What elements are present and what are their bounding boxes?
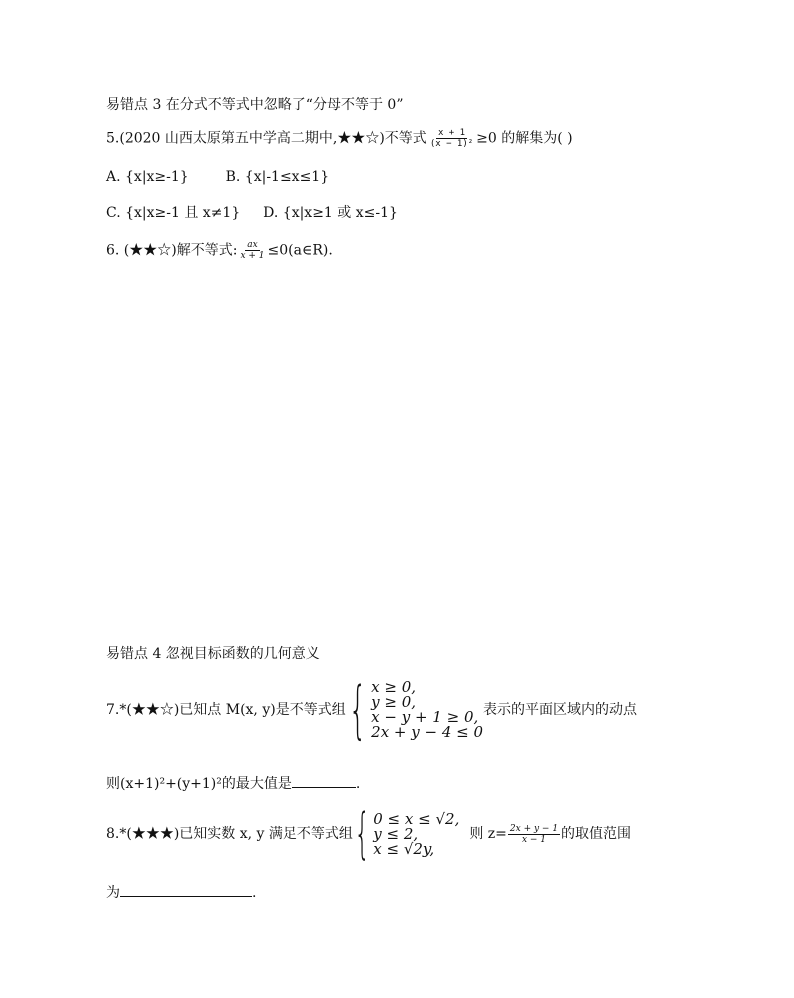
q6-fraction	[238, 240, 266, 261]
q8-line-2	[106, 884, 256, 902]
section-3-heading: 易错点 3 在分式不等式中忽略了“分母不等于 0”	[106, 97, 404, 113]
q8-line2-prefix: 为	[106, 885, 120, 901]
question-6	[106, 240, 333, 261]
q8-prefix: 8.*(★★★)已知实数 x, y 满足不等式组	[106, 826, 353, 842]
q7-row-3: x − y + 1 ≥ 0,	[371, 708, 479, 726]
q8-brace: {	[354, 802, 370, 865]
q5-fraction-denominator: (x − 1)²	[429, 139, 474, 149]
q7-answer-blank[interactable]	[292, 775, 356, 788]
q5-suffix: ≥0 的解集为( )	[476, 130, 573, 147]
q8-answer-blank[interactable]	[120, 884, 252, 897]
q5-option-d: D. {x|x≥1 或 x≤-1}	[263, 205, 398, 221]
q8-row-2: y ≤ 2,	[373, 824, 419, 843]
q8-row-1: 0 ≤ x ≤ √2,	[373, 809, 460, 828]
q7-suffix: 表示的平面区域内的动点	[483, 702, 638, 718]
q7-brace: {	[348, 673, 367, 746]
q7-row-4: 2x + y − 4 ≤ 0	[371, 723, 484, 741]
q7-prefix: 7.*(★★☆)已知点 M(x, y)是不等式组	[106, 702, 346, 718]
q5-option-c: C. {x|x≥-1 且 x≠1}	[106, 205, 241, 221]
q8-mid: 则 z=	[469, 826, 507, 842]
q7-inequality-system	[346, 673, 484, 746]
q6-suffix: ≤0(a∈R).	[267, 242, 333, 259]
q5-fraction	[428, 128, 475, 149]
q5-options-row-1	[106, 168, 329, 186]
q7-system-rows	[371, 680, 483, 740]
q7-row-1: x ≥ 0,	[371, 678, 417, 696]
q8-fraction-denominator: x − 1	[521, 834, 547, 845]
q5-prefix: 5.(2020 山西太原第五中学高二期中,★★☆)不等式	[106, 130, 427, 147]
q8-fraction-numerator: 2x + y − 1	[509, 823, 559, 834]
q8-fraction	[508, 824, 560, 845]
q8-suffix: 的取值范围	[561, 826, 632, 842]
q7-row-2: y ≥ 0,	[371, 693, 417, 711]
question-5	[106, 128, 573, 149]
q5-options-row-2	[106, 204, 398, 222]
q8-row-3: x ≤ √2y,	[373, 839, 435, 858]
q5-option-b: B. {x|-1≤x≤1}	[225, 169, 330, 185]
q5-fraction-numerator: x + 1	[437, 128, 466, 138]
q7-line2-suffix: .	[355, 776, 361, 792]
q7-line-2	[106, 775, 360, 793]
q6-prefix: 6. (★★☆)解不等式:	[106, 242, 238, 259]
q8-system-rows	[373, 809, 460, 858]
q8-inequality-system	[353, 802, 460, 865]
q6-fraction-numerator: ax	[247, 240, 258, 250]
q7-line2-prefix: 则(x+1)²+(y+1)²的最大值是	[106, 776, 292, 792]
question-7	[106, 673, 638, 746]
q6-fraction-denominator: x + 1	[240, 251, 265, 261]
q5-option-a: A. {x|x≥-1}	[106, 169, 189, 185]
section-4-heading: 易错点 4 忽视目标函数的几何意义	[106, 646, 320, 662]
q8-line2-suffix: .	[252, 885, 257, 901]
question-8	[106, 802, 632, 865]
